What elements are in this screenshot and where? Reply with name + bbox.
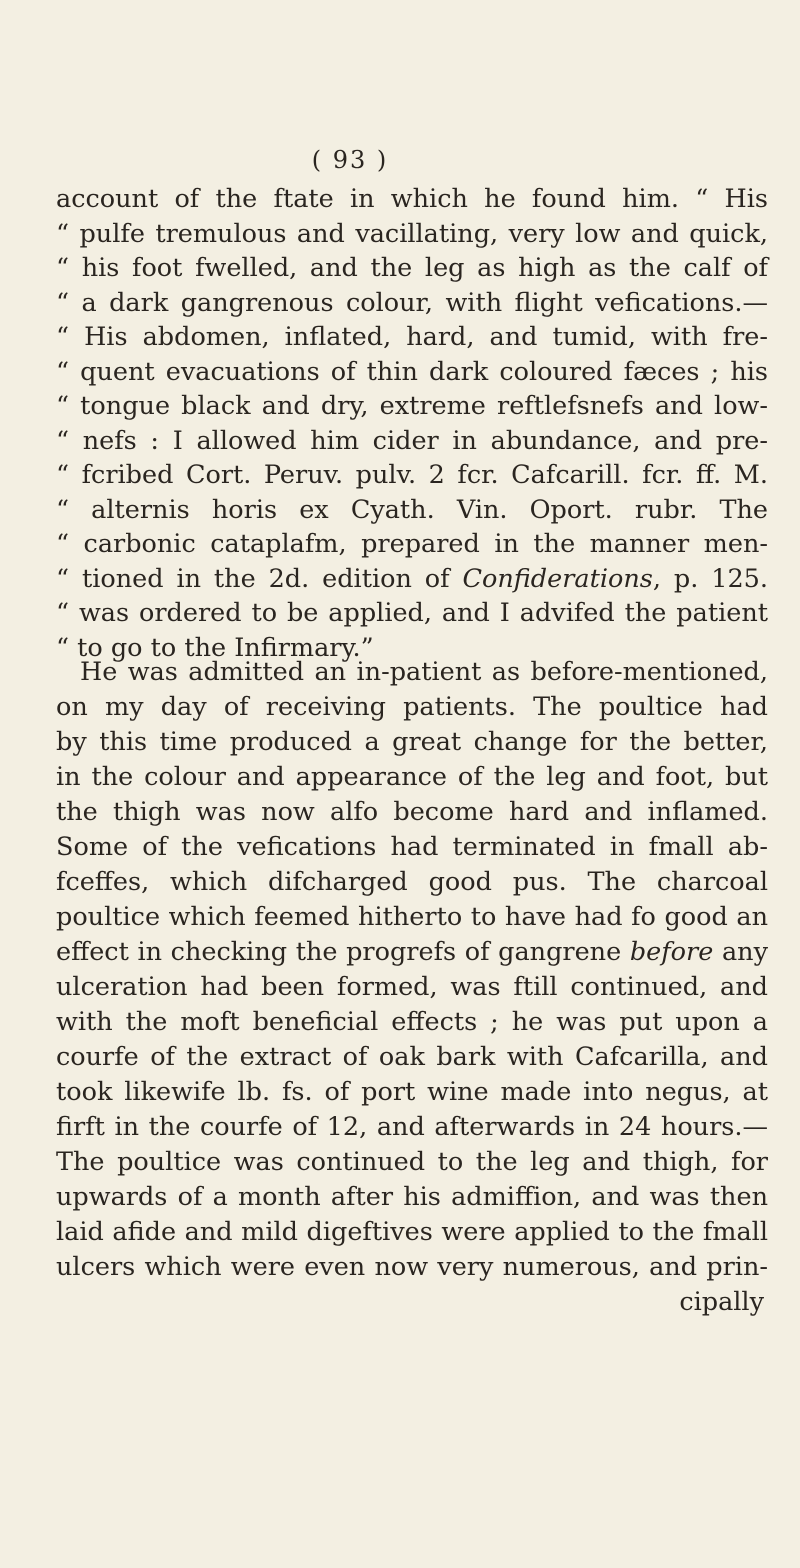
text-line: took likewife lb. fs. of port wine made into negus, at [56, 1077, 768, 1107]
text-line [56, 935, 768, 970]
text-segment: “ tioned in the 2d. edition of [56, 563, 463, 594]
text-line: “ a dark gangrenous colour, with flight vefications.— [56, 287, 768, 318]
text-line: courfe of the extract of oak bark with Cafcarilla, and [56, 1042, 768, 1072]
text-line: firft in the courfe of 12, and afterwards in 24 hours.— [56, 1112, 768, 1142]
text-line: “ to go to the Infirmary.” [56, 632, 374, 663]
text-line: “ nefs : I allowed him cider in abundance, and pre- [56, 425, 768, 456]
text-segment: , p. 125. [652, 563, 768, 594]
text-line: “ his foot fwelled, and the leg as high as the calf of [56, 253, 768, 283]
page-number: ( 93 ) [311, 146, 389, 174]
text-line: ulceration had been formed, was ftill continued, and [56, 972, 768, 1002]
catchword: cipally [679, 1287, 764, 1317]
text-line: in the colour and appearance of the leg and foot, but [56, 762, 768, 792]
book-title: Confiderations [462, 563, 653, 594]
text-segment: any [713, 937, 768, 967]
text-line: “ His abdomen, inflated, hard, and tumid, with fre- [56, 322, 768, 352]
quoted-account [56, 182, 768, 665]
text-line: the thigh was now alfo become hard and inflamed. [56, 797, 768, 827]
text-line: “ pulfe tremulous and vacillating, very low and quick, [56, 218, 768, 249]
text-line: Some of the vefications had terminated in fmall ab- [56, 832, 768, 862]
text-line: “ carbonic cataplafm, prepared in the manner men- [56, 529, 768, 559]
text-line: “ quent evacuations of thin dark coloured fæces ; his [56, 356, 768, 387]
text-line: “ fcribed Cort. Peruv. pulv. 2 fcr. Cafcarill. fcr. ff. M. [56, 460, 768, 490]
text-line: upwards of a month after his admiffion, and was then [56, 1182, 768, 1212]
text-line: “ alternis horis ex Cyath. Vin. Oport. rubr. The [56, 494, 768, 525]
text-line: with the moft beneficial effects ; he was put upon a [56, 1007, 768, 1037]
text-line: He was admitted an in-patient as before-mentioned, [80, 657, 768, 687]
text-line: fceffes, which difcharged good pus. The charcoal [56, 867, 768, 897]
text-line: on my day of receiving patients. The poultice had [56, 692, 768, 722]
text-segment: effect in checking the progrefs of gangrene [56, 937, 630, 967]
text-line: “ tongue black and dry, extreme reftlefsnefs and low- [56, 391, 768, 421]
text-line [56, 562, 768, 597]
text-line: ulcers which were even now very numerous, and prin- [56, 1252, 768, 1282]
text-line: “ was ordered to be applied, and I advifed the patient [56, 598, 768, 628]
text-line: account of the ftate in which he found him. “ His [56, 184, 768, 214]
body-paragraph [56, 655, 768, 1320]
text-line: The poultice was continued to the leg and thigh, for [56, 1147, 768, 1177]
text-line: poultice which feemed hitherto to have had fo good an [56, 902, 768, 932]
emphasis: before [629, 937, 714, 967]
text-line: laid afide and mild digeftives were applied to the fmall [56, 1217, 768, 1247]
text-line: by this time produced a great change for the better, [56, 727, 768, 757]
